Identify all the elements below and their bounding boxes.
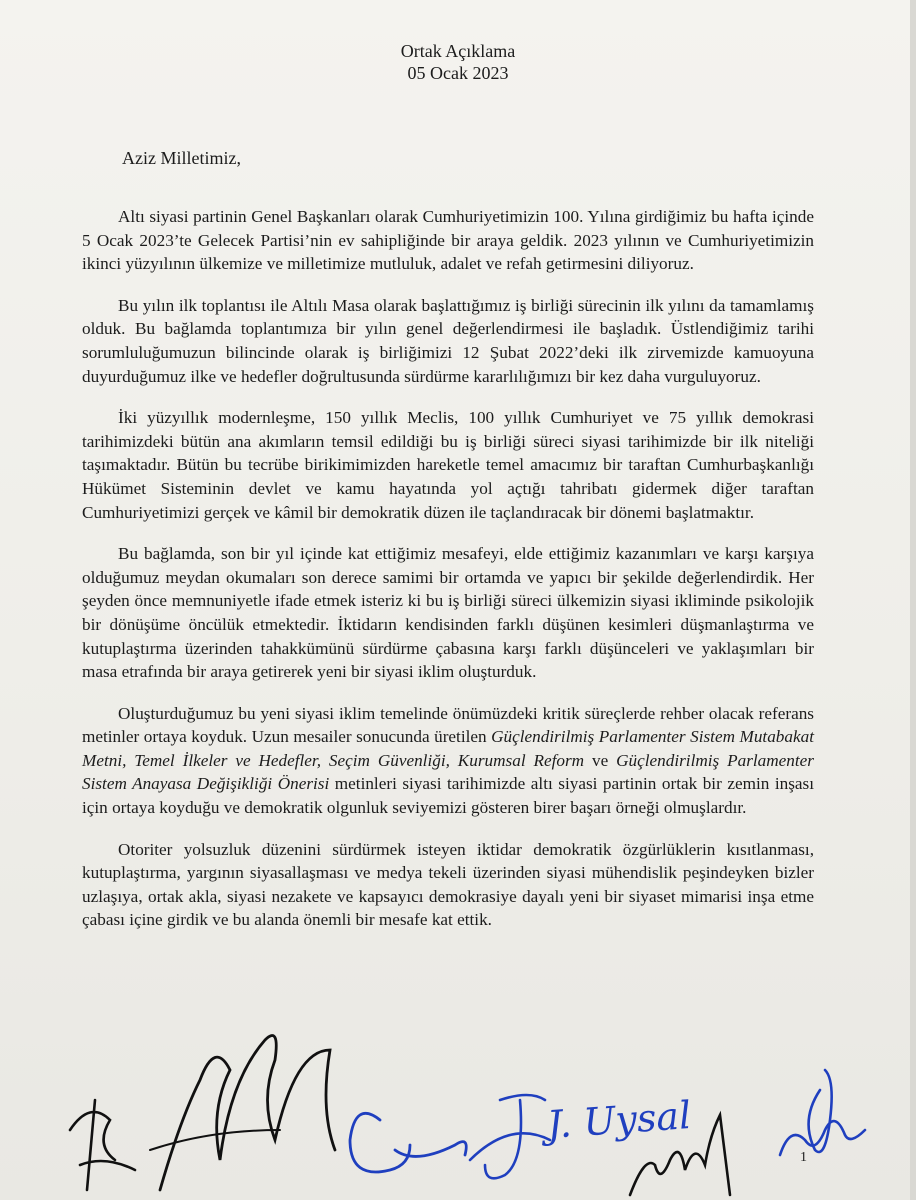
paragraph-5	[82, 702, 814, 820]
document-date: 05 Ocak 2023	[407, 63, 509, 83]
signature-6	[780, 1070, 865, 1155]
paragraph-5-text-a: Oluşturduğumuz bu yeni siyasi iklim temelinde önümüzdeki kritik süreçlerde rehber olacak referans metinler ortaya koyduk. Uzun mesailer sonucunda üretilen	[82, 703, 814, 747]
signature-5	[630, 1115, 730, 1195]
paragraph-6: Otoriter yolsuzluk düzenini sürdürmek isteyen iktidar demokratik özgürlüklerin kısıtlanması, kutuplaştırma, yargının siyasallaşması ve medya tekeli üzerinden siyasi mühendislik peşindeyken bizler uzlaşıya, ortak akla, siyasi nezakete ve kapsayıcı demokrasiye dayalı yeni bir siyaset mimarisi inşa etme çabası içine girdik ve bu alanda önemli bir mesafe kat ettik.	[82, 839, 814, 930]
paragraph-5-text-b: ve	[584, 750, 617, 770]
paragraph-5-text-c: metinleri siyasi tarihimizde altı siyasi partinin ortak bir zemin inşası için ortaya koyduğu ve demokratik olgunluk seviyemizi gösteren birer başarı örneği olmuşlardır.	[82, 774, 814, 818]
greeting: Aziz Milletimiz,	[122, 148, 241, 168]
document-title: Ortak Açıklama	[400, 41, 516, 61]
signature-1	[70, 1100, 135, 1190]
document-body	[82, 205, 814, 950]
paragraph-2: Bu yılın ilk toplantısı ile Altılı Masa olarak başlattığımız iş birliği sürecinin ilk yılını da tamamlamış olduk. Bu bağlamda toplantımıza bir yılın genel değerlendirmesi ile başladık. Üstlendiğimiz tarihi sorumluluğumuzun bilincinde olarak iş birliğimizi 12 Şubat 2022’deki ilk zirvemizde kamuoyuna duyurduğumuz ilke ve hedefler doğrultusunda sürdürme kararlılığımızı bir kez daha vurguluyoruz.	[82, 295, 814, 386]
signature-2	[160, 1036, 335, 1191]
page-number: 1	[800, 1150, 807, 1165]
paragraph-1: Altı siyasi partinin Genel Başkanları olarak Cumhuriyetimizin 100. Yılına girdiğimiz bu hafta içinde 5 Ocak 2023’te Gelecek Partisi’nin ev sahipliğinde bir araya geldik. 2023 yılının ve Cumhuriyetimizin ikinci yüzyılının ülkemize ve milletimize mutluluk, adalet ve refah getirmesini diliyoruz.	[82, 207, 814, 274]
paragraph-5-italic-a: Güçlendirilmiş Parlamenter Sistem Mutabakat Metni, Temel İlkeler ve Hedefler, Seçim Güvenliği, Kurumsal Reform	[82, 727, 814, 770]
paragraph-3: İki yüzyıllık modernleşme, 150 yıllık Meclis, 100 yıllık Cumhuriyet ve 75 yıllık demokrasi tarihimizdeki bütün ana akımların temsil edildiği bu iş birliği süreci siyasi tarihimizde bir ilk niteliği taşımaktadır. Bütün bu tecrübe birikimimizden hareketle temel amacımız bir taraftan Cumhurbaşkanlığı Hükümet Sisteminin devlet ve kamu hayatında yol açtığı tahribatı gidermek diğer taraftan Cumhuriyetimizi gerçek ve kâmil bir demokratik düzen ile taçlandıracak bir dönemi başlatmaktır.	[82, 408, 814, 522]
paragraph-5-italic-b: Güçlendirilmiş Parlamenter Sistem Anayasa Değişikliği Önerisi	[82, 750, 814, 794]
signature-4	[470, 1095, 550, 1178]
paragraph-4: Bu bağlamda, son bir yıl içinde kat ettiğimiz mesafeyi, elde ettiğimiz kazanımları ve karşı karşıya olduğumuz meydan okumaları son derece samimi bir ortamda ve yapıcı bir şekilde değerlendirdik. Her şeyden önce memnuniyetle ifade etmek isteriz ki bu iş birliği süreci ülkemizin siyasi ikliminde psikolojik bir dönüşüme öncülük etmektedir. İktidarın kendisinden farklı düşünen kesimleri düşmanlaştırma ve kutuplaştırma üzerinden tahakkümünü sürdürme çabasına karşı farklı düşünceleri ve yaklaşımları bir masa etrafında bir araya getirerek yeni bir siyasi iklim oluşturduk.	[82, 544, 814, 682]
paper-edge	[910, 0, 916, 1200]
signature-3	[350, 1113, 466, 1172]
signature-2-flourish	[150, 1130, 280, 1150]
document-header	[0, 40, 916, 84]
signature-4-handwriting: J. Uysal	[545, 1093, 693, 1147]
